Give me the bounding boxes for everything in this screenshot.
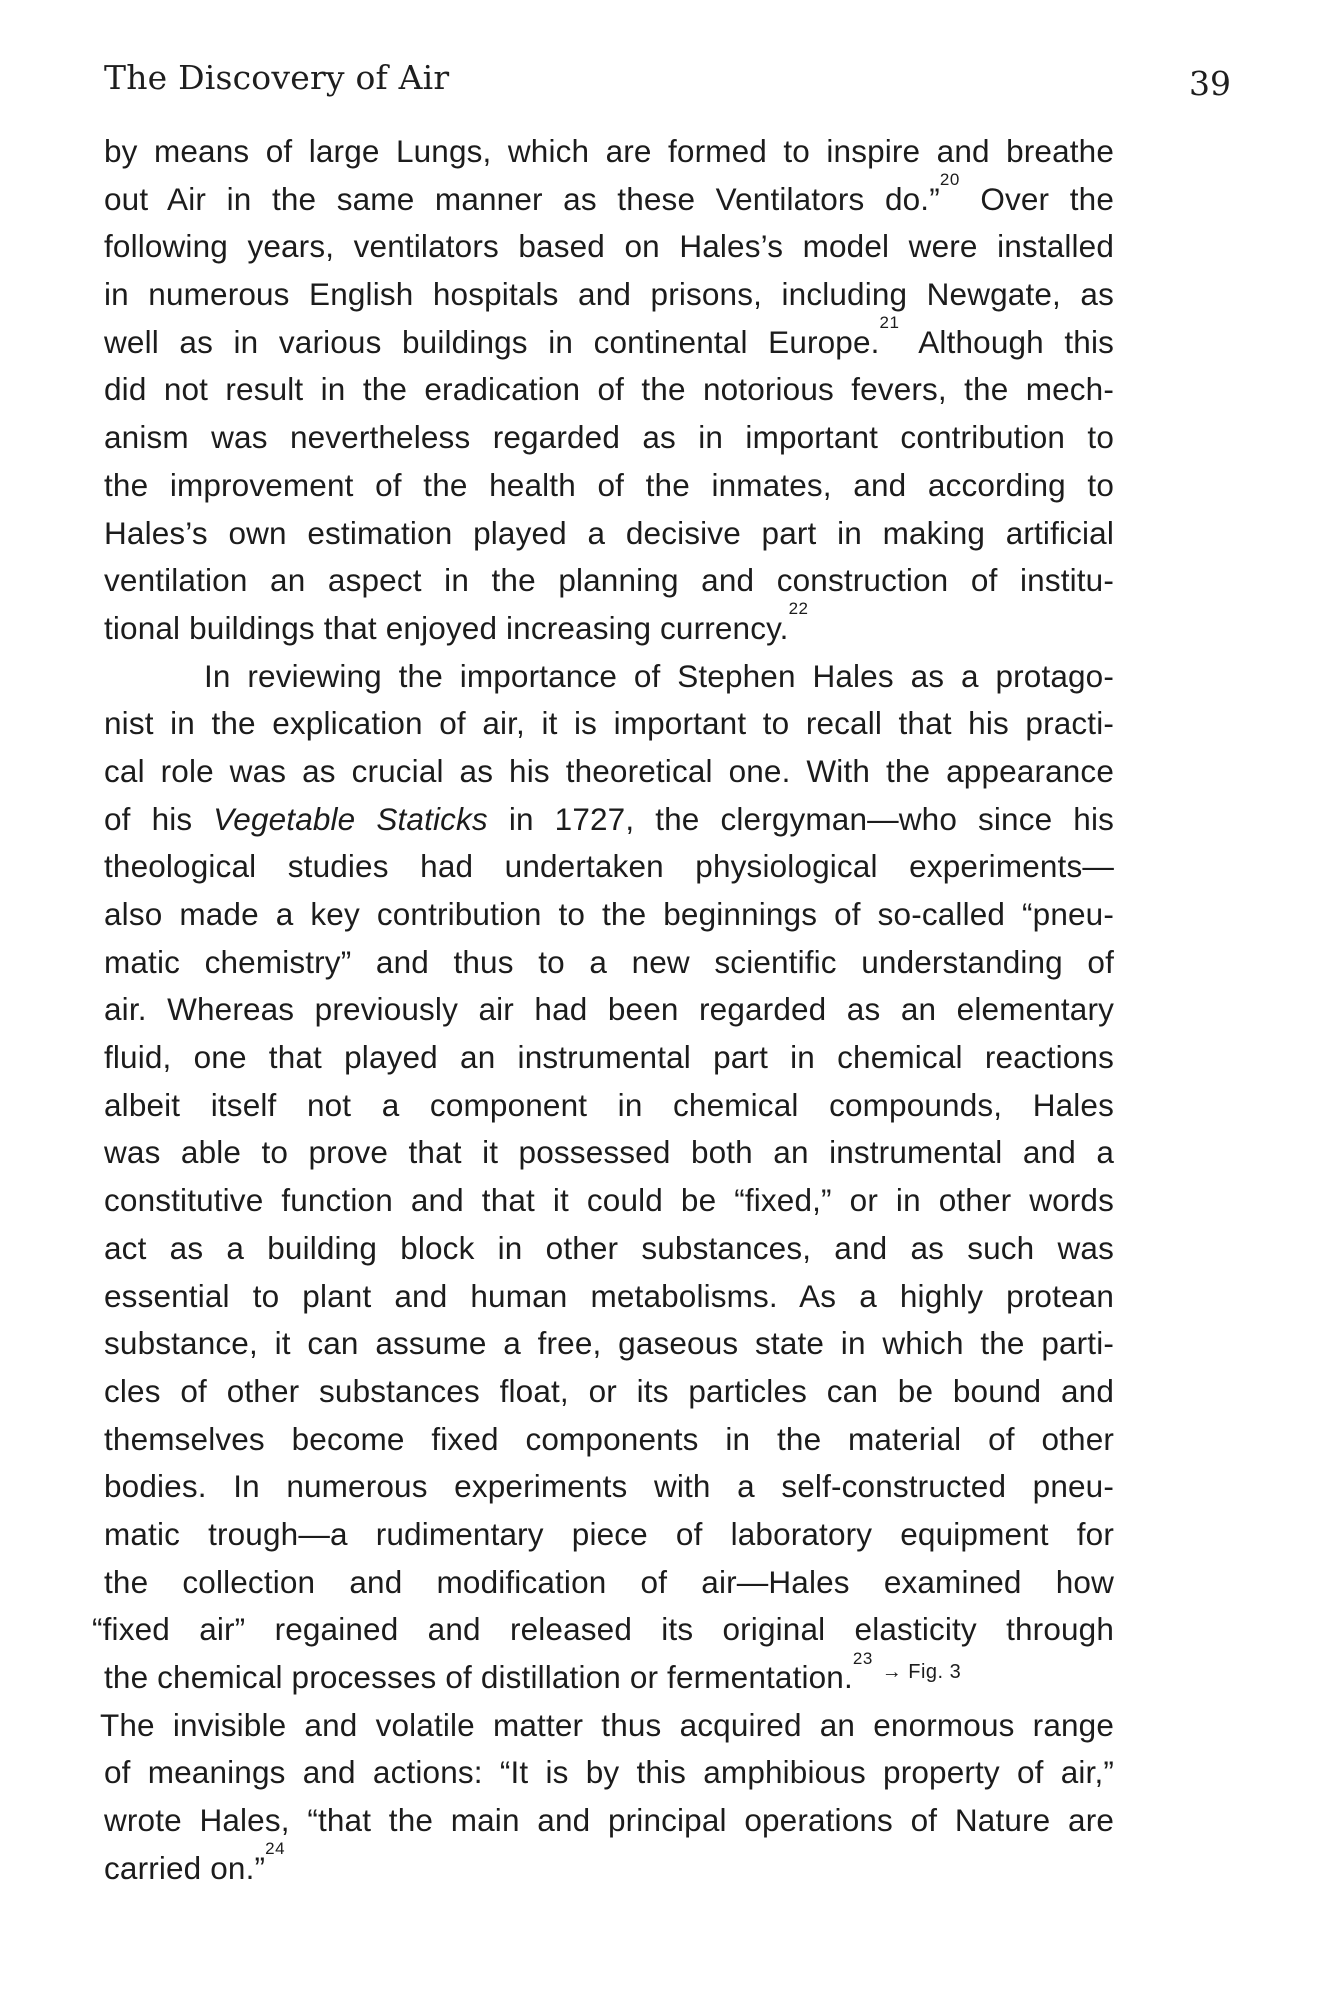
figure-reference-link[interactable]: → Fig. 3	[881, 1661, 962, 1683]
text-run: matic chemistry” and thus to a new scientific understanding of	[104, 943, 1114, 980]
text-line	[104, 891, 1114, 939]
footnote-marker[interactable]: 21	[879, 313, 900, 333]
text-run: fluid, one that played an instrumental part in chemical reactions	[104, 1039, 1114, 1076]
text-run: the collection and modification of air—Hales examined how	[104, 1563, 1114, 1600]
text-line	[104, 223, 1114, 271]
text-run: ventilation an aspect in the planning and construction of institu-	[104, 562, 1114, 599]
text-run: “fixed air” regained and released its original elasticity through	[92, 1611, 1114, 1648]
text-line	[104, 462, 1114, 510]
text-run: The invisible and volatile matter thus acquired an enormous range	[100, 1706, 1114, 1743]
text-run: matic trough—a rudimentary piece of laboratory equipment for	[104, 1515, 1114, 1552]
text-run: was able to prove that it possessed both an instrumental and a	[104, 1134, 1114, 1171]
footnote-marker[interactable]: 20	[939, 170, 960, 190]
text-line	[104, 313, 1114, 367]
text-line	[104, 1839, 1114, 1893]
footnote-marker[interactable]: 24	[265, 1839, 286, 1859]
text-line	[104, 1648, 1114, 1702]
text-run: themselves become fixed components in the material of other	[104, 1420, 1114, 1457]
book-title: Vegetable Staticks	[213, 800, 488, 837]
text-line	[104, 510, 1114, 558]
text-line	[104, 366, 1114, 414]
text-run: Hales’s own estimation played a decisive part in making artificial	[104, 514, 1114, 551]
text-run: substance, it can assume a free, gaseous state in which the parti-	[104, 1325, 1114, 1362]
text-line	[104, 796, 1114, 844]
text-line	[104, 599, 1114, 653]
text-run: the chemical processes of distillation or fermentation.	[104, 1659, 853, 1695]
text-run: Over the	[959, 180, 1114, 217]
text-line	[104, 1797, 1114, 1845]
text-run: wrote Hales, “that the main and principal operations of Nature are	[104, 1802, 1114, 1839]
page-number: 39	[1189, 64, 1231, 103]
text-line	[92, 1606, 1114, 1654]
text-run: constitutive function and that it could be “fixed,” or in other words	[104, 1182, 1114, 1219]
text-line	[104, 939, 1114, 987]
text-run: tional buildings that enjoyed increasing currency.	[104, 609, 789, 646]
text-run: theological studies had undertaken physiological experiments—	[104, 848, 1114, 885]
text-run: also made a key contribution to the beginnings of so-called “pneu-	[104, 896, 1114, 932]
text-line	[104, 1082, 1114, 1130]
text-run: Although this	[899, 323, 1114, 360]
text-line	[104, 843, 1114, 891]
text-run: albeit itself not a component in chemical compounds, Hales	[104, 1086, 1114, 1123]
body-text	[92, 128, 1115, 1892]
text-line	[104, 557, 1114, 605]
text-run: act as a building block in other substances, and as such was	[104, 1229, 1114, 1266]
text-line	[104, 748, 1114, 796]
paragraph-first-line	[104, 653, 1114, 701]
text-run: in 1727, the clergyman—who since his	[487, 800, 1115, 837]
text-line	[104, 271, 1114, 319]
text-line	[100, 1702, 1114, 1750]
text-run: following years, ventilators based on Hales’s model were installed	[104, 228, 1114, 265]
text-line	[104, 986, 1114, 1034]
text-run: air. Whereas previously air had been regarded as an elementary	[104, 991, 1114, 1028]
text-line	[104, 1273, 1114, 1321]
text-run: anism was nevertheless regarded as in important contribution to	[104, 419, 1114, 456]
text-run: of his	[104, 800, 214, 837]
text-line	[104, 1034, 1114, 1082]
text-line	[104, 1368, 1114, 1416]
footnote-marker[interactable]: 23	[852, 1648, 873, 1668]
text-run: well as in various buildings in continental Europe.	[104, 323, 880, 360]
text-run: nist in the explication of air, it is important to recall that his practi-	[104, 705, 1114, 742]
text-run: the improvement of the health of the inmates, and according to	[104, 466, 1114, 503]
text-line	[104, 1177, 1114, 1225]
text-run: cal role was as crucial as his theoretical one. With the appearance	[104, 752, 1114, 789]
running-title: The Discovery of Air	[104, 58, 450, 97]
text-line	[104, 1749, 1114, 1797]
text-line	[104, 700, 1114, 748]
text-line	[104, 1129, 1114, 1177]
text-run: cles of other substances float, or its particles can be bound and	[104, 1372, 1114, 1409]
text-line	[104, 1463, 1114, 1511]
text-run: bodies. In numerous experiments with a self-constructed pneu-	[104, 1468, 1114, 1505]
text-run: essential to plant and human metabolisms. As a highly protean	[104, 1277, 1114, 1314]
text-line	[104, 1511, 1114, 1559]
footnote-marker[interactable]: 22	[788, 599, 809, 619]
text-run: in numerous English hospitals and prisons, including Newgate, as	[104, 276, 1114, 313]
text-line	[104, 1225, 1114, 1273]
text-line	[104, 128, 1114, 176]
text-line	[104, 1559, 1114, 1607]
text-run: by means of large Lungs, which are formed to inspire and breathe	[104, 133, 1114, 169]
text-run: of meanings and actions: “It is by this amphibious property of air,”	[104, 1754, 1114, 1791]
text-line	[104, 414, 1114, 462]
text-line	[104, 1320, 1114, 1368]
text-line	[104, 170, 1114, 224]
text-line	[104, 1416, 1114, 1464]
text-run: out Air in the same manner as these Ventilators do.”	[104, 180, 940, 217]
text-run: carried on.”	[104, 1849, 266, 1886]
text-run: In reviewing the importance of Stephen Hales as a protago-	[204, 657, 1114, 694]
text-run: did not result in the eradication of the notorious fevers, the mech-	[104, 371, 1114, 408]
